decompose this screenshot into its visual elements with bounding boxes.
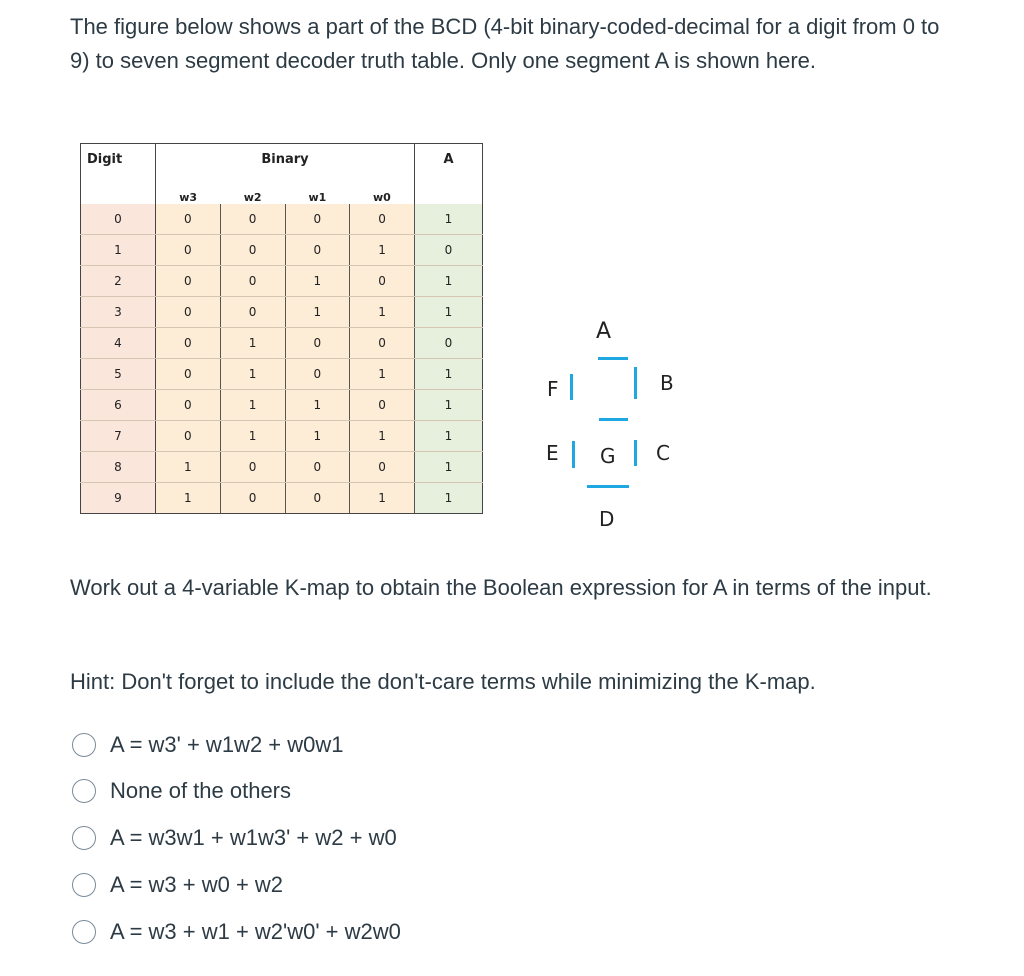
cell-a: 1 [415, 204, 483, 235]
segment-d-bottom [587, 485, 629, 488]
cell-w2: 0 [220, 483, 285, 514]
cell-digit: 0 [81, 204, 156, 235]
cell-w3: 0 [156, 390, 221, 421]
segment-a-top [598, 357, 628, 360]
cell-w3: 0 [156, 235, 221, 266]
cell-w0: 0 [350, 452, 415, 483]
cell-w2: 1 [220, 390, 285, 421]
cell-w0: 0 [350, 266, 415, 297]
cell-w3: 0 [156, 359, 221, 390]
cell-a: 1 [415, 452, 483, 483]
cell-digit: 1 [81, 235, 156, 266]
cell-a: 0 [415, 328, 483, 359]
cell-w0: 1 [350, 235, 415, 266]
answer-option-4[interactable] [72, 870, 283, 900]
cell-w1: 0 [285, 452, 350, 483]
segment-label-f: F [547, 377, 559, 401]
table-subheader-row [81, 174, 483, 204]
truth-table [80, 143, 483, 527]
question-intro: The figure below shows a part of the BCD (4-bit binary-coded-decimal for a digit from 0 to 9) to seven segment decoder truth table. Only one segment A is shown here. [70, 14, 940, 73]
segment-label-g: G [600, 444, 616, 468]
radio-button[interactable] [72, 873, 96, 897]
cell-a: 1 [415, 390, 483, 421]
subheader-a-empty [415, 174, 483, 204]
segment-label-d: D [599, 507, 615, 531]
answer-option-label: A = w3 + w1 + w2'w0' + w2w0 [110, 919, 401, 944]
cell-w3: 1 [156, 452, 221, 483]
answer-option-3[interactable] [72, 823, 397, 853]
radio-button[interactable] [72, 779, 96, 803]
cell-digit: 8 [81, 452, 156, 483]
cell-w2: 1 [220, 359, 285, 390]
radio-button[interactable] [72, 826, 96, 850]
cell-w0: 0 [350, 390, 415, 421]
cell-w0: 1 [350, 359, 415, 390]
segment-label-a: A [596, 319, 612, 344]
segment-b-upper-right [634, 367, 637, 399]
cell-w0: 0 [350, 328, 415, 359]
cell-w1: 1 [285, 390, 350, 421]
answer-option-label: A = w3' + w1w2 + w0w1 [110, 732, 344, 757]
table-row [81, 452, 483, 483]
cell-a: 1 [415, 359, 483, 390]
cell-w1: 0 [285, 204, 350, 235]
subheader-w1: w1 [285, 174, 350, 204]
answer-option-label: A = w3w1 + w1w3' + w2 + w0 [110, 825, 397, 850]
cell-digit: 9 [81, 483, 156, 514]
cell-w0: 1 [350, 483, 415, 514]
table-row [81, 266, 483, 297]
header-digit: Digit [81, 144, 156, 175]
cell-w3: 0 [156, 328, 221, 359]
cell-w1: 0 [285, 235, 350, 266]
cell-w3: 0 [156, 297, 221, 328]
cell-w2: 1 [220, 328, 285, 359]
header-output-a: A [415, 144, 483, 175]
table-row [81, 297, 483, 328]
radio-button[interactable] [72, 733, 96, 757]
cell-w3: 0 [156, 266, 221, 297]
answer-option-1[interactable] [72, 730, 344, 760]
cell-a: 1 [415, 297, 483, 328]
cell-w1: 1 [285, 297, 350, 328]
table-row [81, 390, 483, 421]
table-row [81, 483, 483, 514]
cell-digit: 4 [81, 328, 156, 359]
table-row [81, 235, 483, 266]
cell-w0: 1 [350, 421, 415, 452]
segment-f-upper-left [570, 374, 573, 400]
segment-label-c: C [656, 441, 670, 465]
cell-a: 1 [415, 421, 483, 452]
cell-w2: 0 [220, 266, 285, 297]
subheader-w0: w0 [350, 174, 415, 204]
cell-w3: 0 [156, 421, 221, 452]
cell-w0: 0 [350, 204, 415, 235]
cell-a: 1 [415, 266, 483, 297]
answer-option-label: A = w3 + w0 + w2 [110, 872, 284, 897]
cell-w3: 1 [156, 483, 221, 514]
cell-w2: 0 [220, 452, 285, 483]
cell-w1: 1 [285, 421, 350, 452]
table-row [81, 421, 483, 452]
subheader-empty [81, 174, 156, 204]
cell-digit: 3 [81, 297, 156, 328]
cell-digit: 5 [81, 359, 156, 390]
answer-option-5[interactable] [72, 917, 401, 947]
cell-w3: 0 [156, 204, 221, 235]
segment-e-lower-left [572, 441, 575, 468]
table-row [81, 204, 483, 235]
question-hint: Hint: Don't forget to include the don't-care terms while minimizing the K-map. [70, 669, 816, 694]
segment-c-lower-right [634, 440, 637, 466]
subheader-w2: w2 [220, 174, 285, 204]
cell-a: 0 [415, 235, 483, 266]
answer-option-label: None of the others [110, 778, 292, 803]
truth-table-grid [80, 143, 483, 514]
cell-w2: 1 [220, 421, 285, 452]
answer-option-2[interactable] [72, 776, 291, 806]
cell-w1: 0 [285, 483, 350, 514]
cell-a: 1 [415, 483, 483, 514]
subheader-w3: w3 [156, 174, 221, 204]
cell-w2: 0 [220, 297, 285, 328]
segment-g-middle [599, 418, 628, 421]
cell-digit: 7 [81, 421, 156, 452]
cell-w2: 0 [220, 204, 285, 235]
question-task: Work out a 4-variable K-map to obtain the Boolean expression for A in terms of the input. [70, 575, 932, 600]
segment-label-b: B [660, 371, 674, 395]
segment-label-e: E [546, 441, 559, 465]
table-header-row [81, 144, 483, 175]
radio-button[interactable] [72, 920, 96, 944]
header-binary: Binary [156, 144, 415, 175]
cell-w1: 1 [285, 266, 350, 297]
cell-w1: 0 [285, 328, 350, 359]
table-row [81, 359, 483, 390]
cell-w1: 0 [285, 359, 350, 390]
table-row [81, 328, 483, 359]
cell-w2: 0 [220, 235, 285, 266]
cell-digit: 6 [81, 390, 156, 421]
cell-w0: 1 [350, 297, 415, 328]
cell-digit: 2 [81, 266, 156, 297]
